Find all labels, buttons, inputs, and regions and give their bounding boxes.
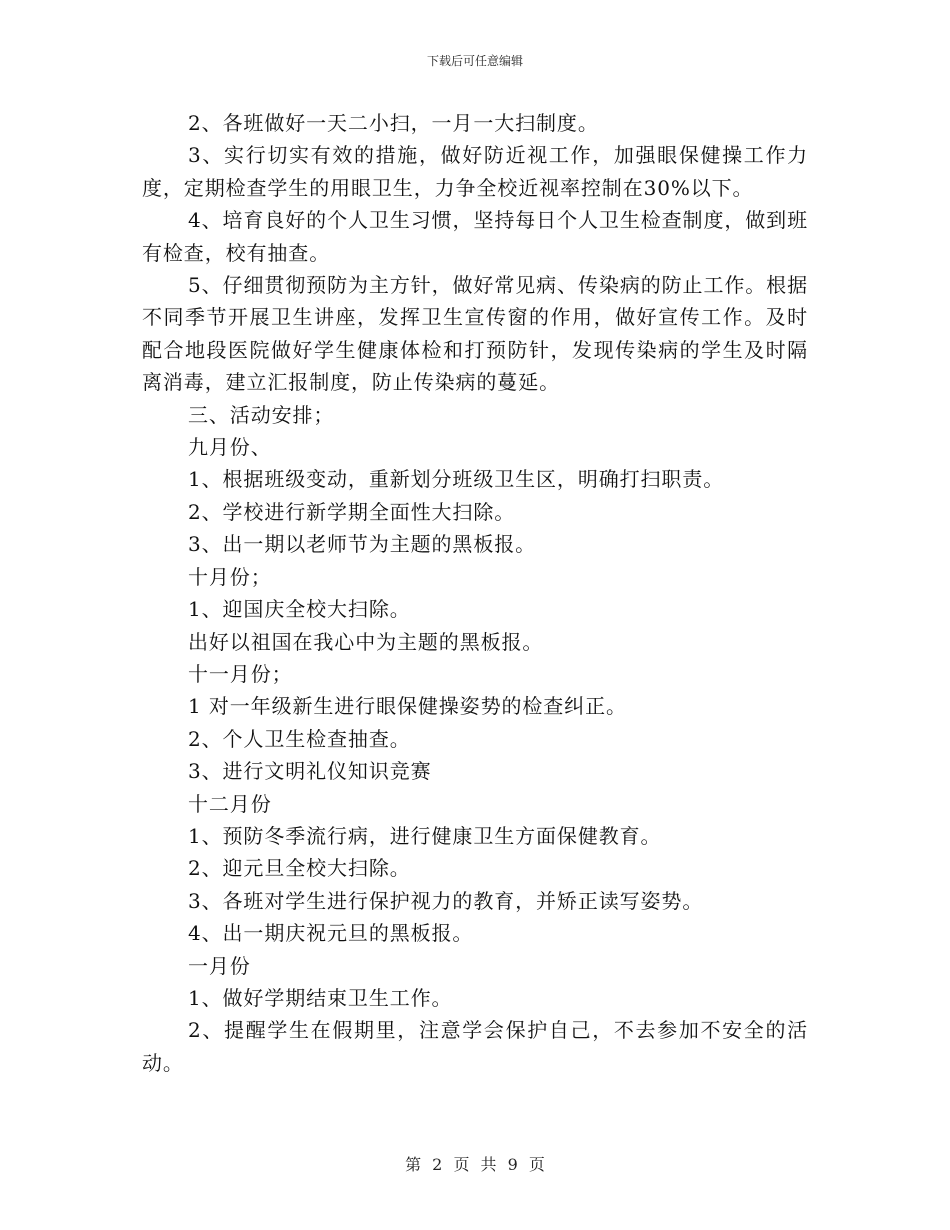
list-item: 出好以祖国在我心中为主题的黑板报。 bbox=[188, 629, 544, 654]
list-item: 4、出一期庆祝元旦的黑板报。 bbox=[188, 921, 474, 946]
list-item: 1、预防冬季流行病，进行健康卫生方面保健教育。 bbox=[188, 823, 662, 848]
document-body bbox=[142, 107, 808, 1079]
paragraph-1: 2、各班做好一天二小扫，一月一大扫制度。 bbox=[188, 111, 599, 135]
month-heading-november: 十一月份； bbox=[188, 661, 293, 686]
list-item: 1、根据班级变动，重新划分班级卫生区，明确打扫职责。 bbox=[188, 467, 725, 492]
list-item: 1、迎国庆全校大扫除。 bbox=[188, 597, 411, 622]
section-heading-activities: 三、活动安排； bbox=[188, 402, 335, 427]
list-item: 2、学校进行新学期全面性大扫除。 bbox=[188, 499, 516, 524]
page-header: 下载后可任意编辑 bbox=[426, 54, 523, 68]
list-item: 3、各班对学生进行保护视力的教育，并矫正读写姿势。 bbox=[188, 888, 704, 913]
list-item: 3、进行文明礼仪知识竞赛 bbox=[188, 759, 432, 784]
page-number-footer: 第 2 页 共 9 页 bbox=[405, 1155, 545, 1174]
paragraph-3: 4、培育良好的个人卫生习惯，坚持每日个人卫生检查制度，做到班有检查，校有抽查。 bbox=[142, 208, 808, 265]
month-heading-december: 十二月份 bbox=[188, 791, 272, 816]
month-heading-september: 九月份、 bbox=[188, 435, 272, 460]
list-item: 1、做好学期结束卫生工作。 bbox=[188, 985, 453, 1010]
month-heading-january: 一月份 bbox=[188, 953, 251, 978]
list-item: 2、提醒学生在假期里，注意学会保护自己，不去参加不安全的活动。 bbox=[142, 1018, 808, 1075]
list-item: 2、个人卫生检查抽查。 bbox=[188, 726, 411, 751]
list-item: 2、迎元旦全校大扫除。 bbox=[188, 856, 411, 881]
paragraph-2: 3、实行切实有效的措施，做好防近视工作，加强眼保健操工作力度，定期检查学生的用眼卫生，力争全校近视率控制在30%以下。 bbox=[142, 143, 808, 200]
month-heading-october: 十月份； bbox=[188, 564, 272, 589]
list-item: 3、出一期以老师节为主题的黑板报。 bbox=[188, 532, 537, 557]
paragraph-4: 5、仔细贯彻预防为主方针，做好常见病、传染病的防止工作。根据不同季节开展卫生讲座，发挥卫生宣传窗的作用，做好宣传工作。及时配合地段医院做好学生健康体检和打预防针，发现传染病的学生及时隔离消毒，建立汇报制度，防止传染病的蔓延。 bbox=[142, 273, 808, 395]
list-item: 1 对一年级新生进行眼保健操姿势的检查纠正。 bbox=[188, 694, 627, 719]
